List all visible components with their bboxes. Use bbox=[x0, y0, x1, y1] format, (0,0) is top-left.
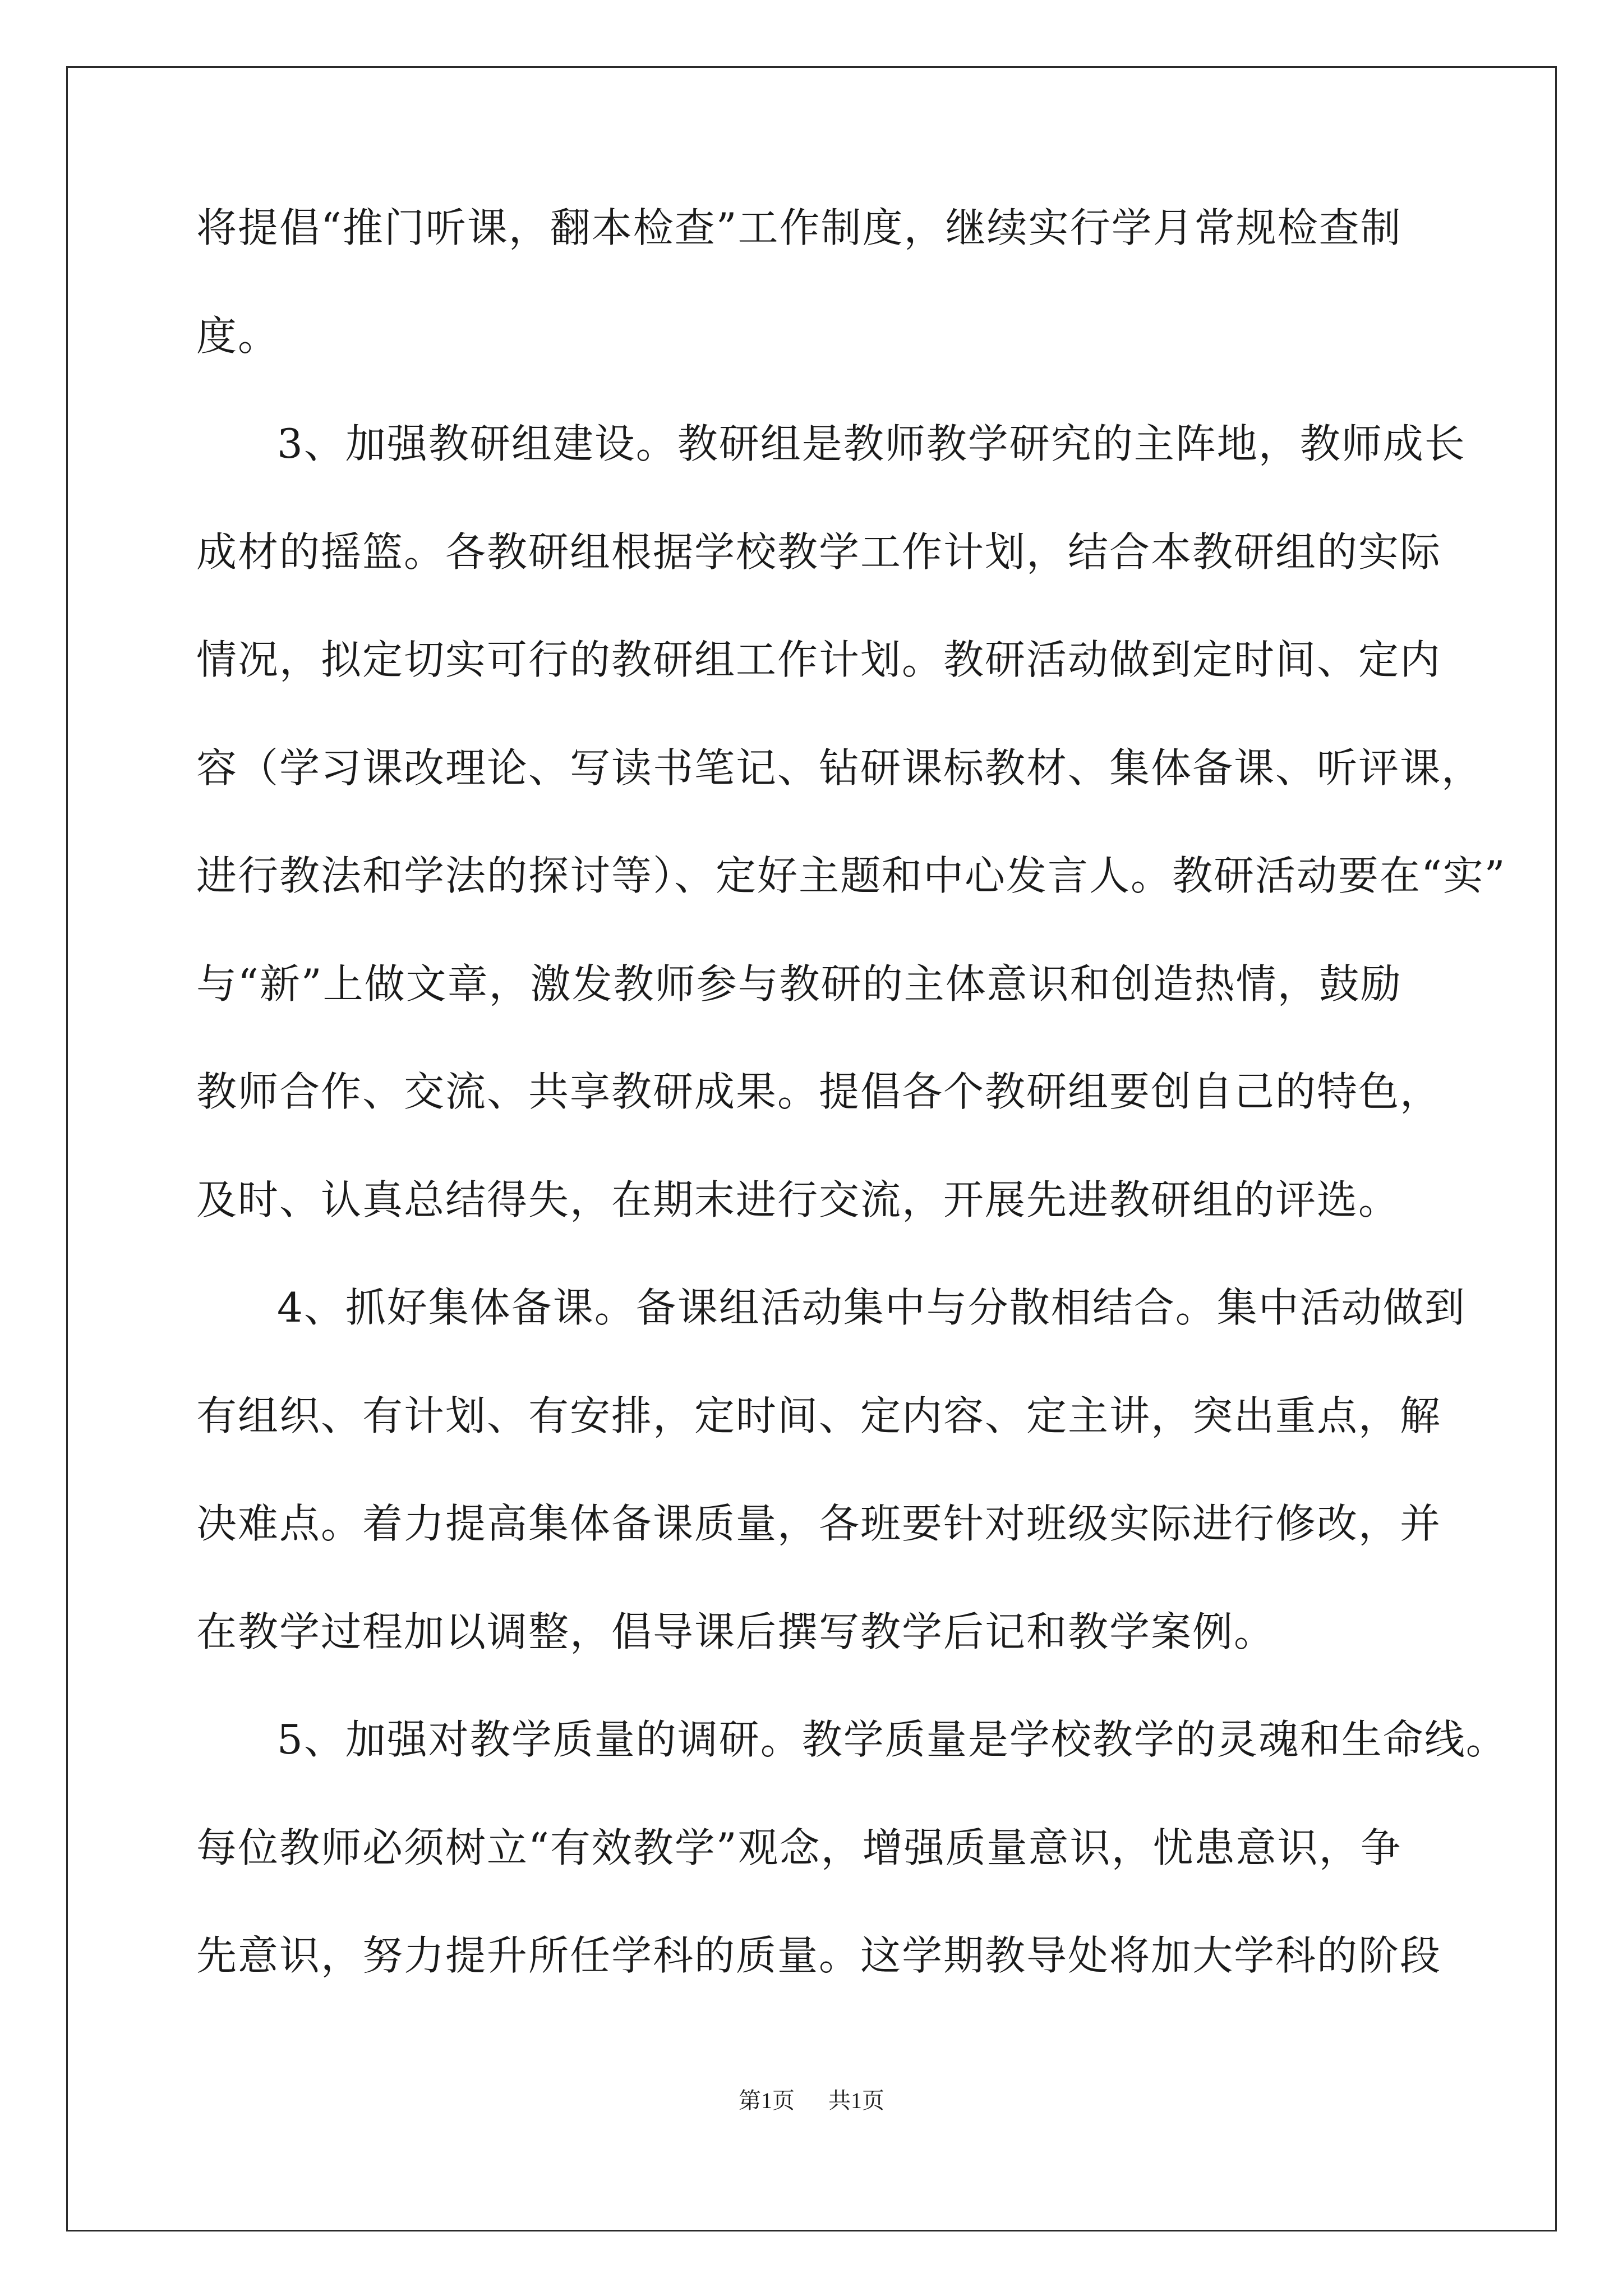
page-footer bbox=[0, 2090, 1623, 2112]
paragraph-start-line: 4、抓好集体备课。备课组活动集中与分散相结合。集中活动做到 bbox=[277, 1284, 1466, 1331]
text-line: 与“新”上做文章，激发教师参与教研的主体意识和创造热情，鼓励 bbox=[196, 960, 1402, 1007]
text-line: 度。 bbox=[196, 312, 280, 360]
paragraph-start-line: 3、加强教研组建设。教研组是教师教学研究的主阵地，教师成长 bbox=[277, 420, 1466, 467]
page-total: 共1页 bbox=[828, 2088, 884, 2113]
text-line: 教师合作、交流、共享教研成果。提倡各个教研组要创自己的特色， bbox=[196, 1068, 1442, 1115]
text-line: 在教学过程加以调整，倡导课后撰写教学后记和教学案例。 bbox=[196, 1608, 1276, 1655]
text-line: 进行教法和学法的探讨等）、定好主题和中心发言人。教研活动要在“实” bbox=[196, 852, 1506, 899]
text-line: 决难点。着力提高集体备课质量，各班要针对班级实际进行修改，并 bbox=[196, 1500, 1442, 1547]
paragraph-start-line: 5、加强对教学质量的调研。教学质量是学校教学的灵魂和生命线。 bbox=[277, 1716, 1507, 1763]
text-line: 先意识，努力提升所任学科的质量。这学期教导处将加大学科的阶段 bbox=[196, 1932, 1442, 1979]
document-body bbox=[196, 204, 1507, 2044]
text-line: 成材的摇篮。各教研组根据学校教学工作计划，结合本教研组的实际 bbox=[196, 528, 1442, 576]
page-number: 第1页 bbox=[739, 2088, 795, 2113]
text-line: 将提倡“推门听课，翻本检查”工作制度，继续实行学月常规检查制 bbox=[196, 204, 1402, 251]
text-line: 及时、认真总结得失，在期末进行交流，开展先进教研组的评选。 bbox=[196, 1176, 1400, 1223]
text-line: 有组织、有计划、有安排，定时间、定内容、定主讲，突出重点，解 bbox=[196, 1392, 1442, 1439]
text-line: 每位教师必须树立“有效教学”观念，增强质量意识，忧患意识，争 bbox=[196, 1824, 1402, 1871]
text-line: 情况，拟定切实可行的教研组工作计划。教研活动做到定时间、定内 bbox=[196, 636, 1442, 683]
text-line: 容（学习课改理论、写读书笔记、钻研课标教材、集体备课、听评课， bbox=[196, 744, 1483, 792]
